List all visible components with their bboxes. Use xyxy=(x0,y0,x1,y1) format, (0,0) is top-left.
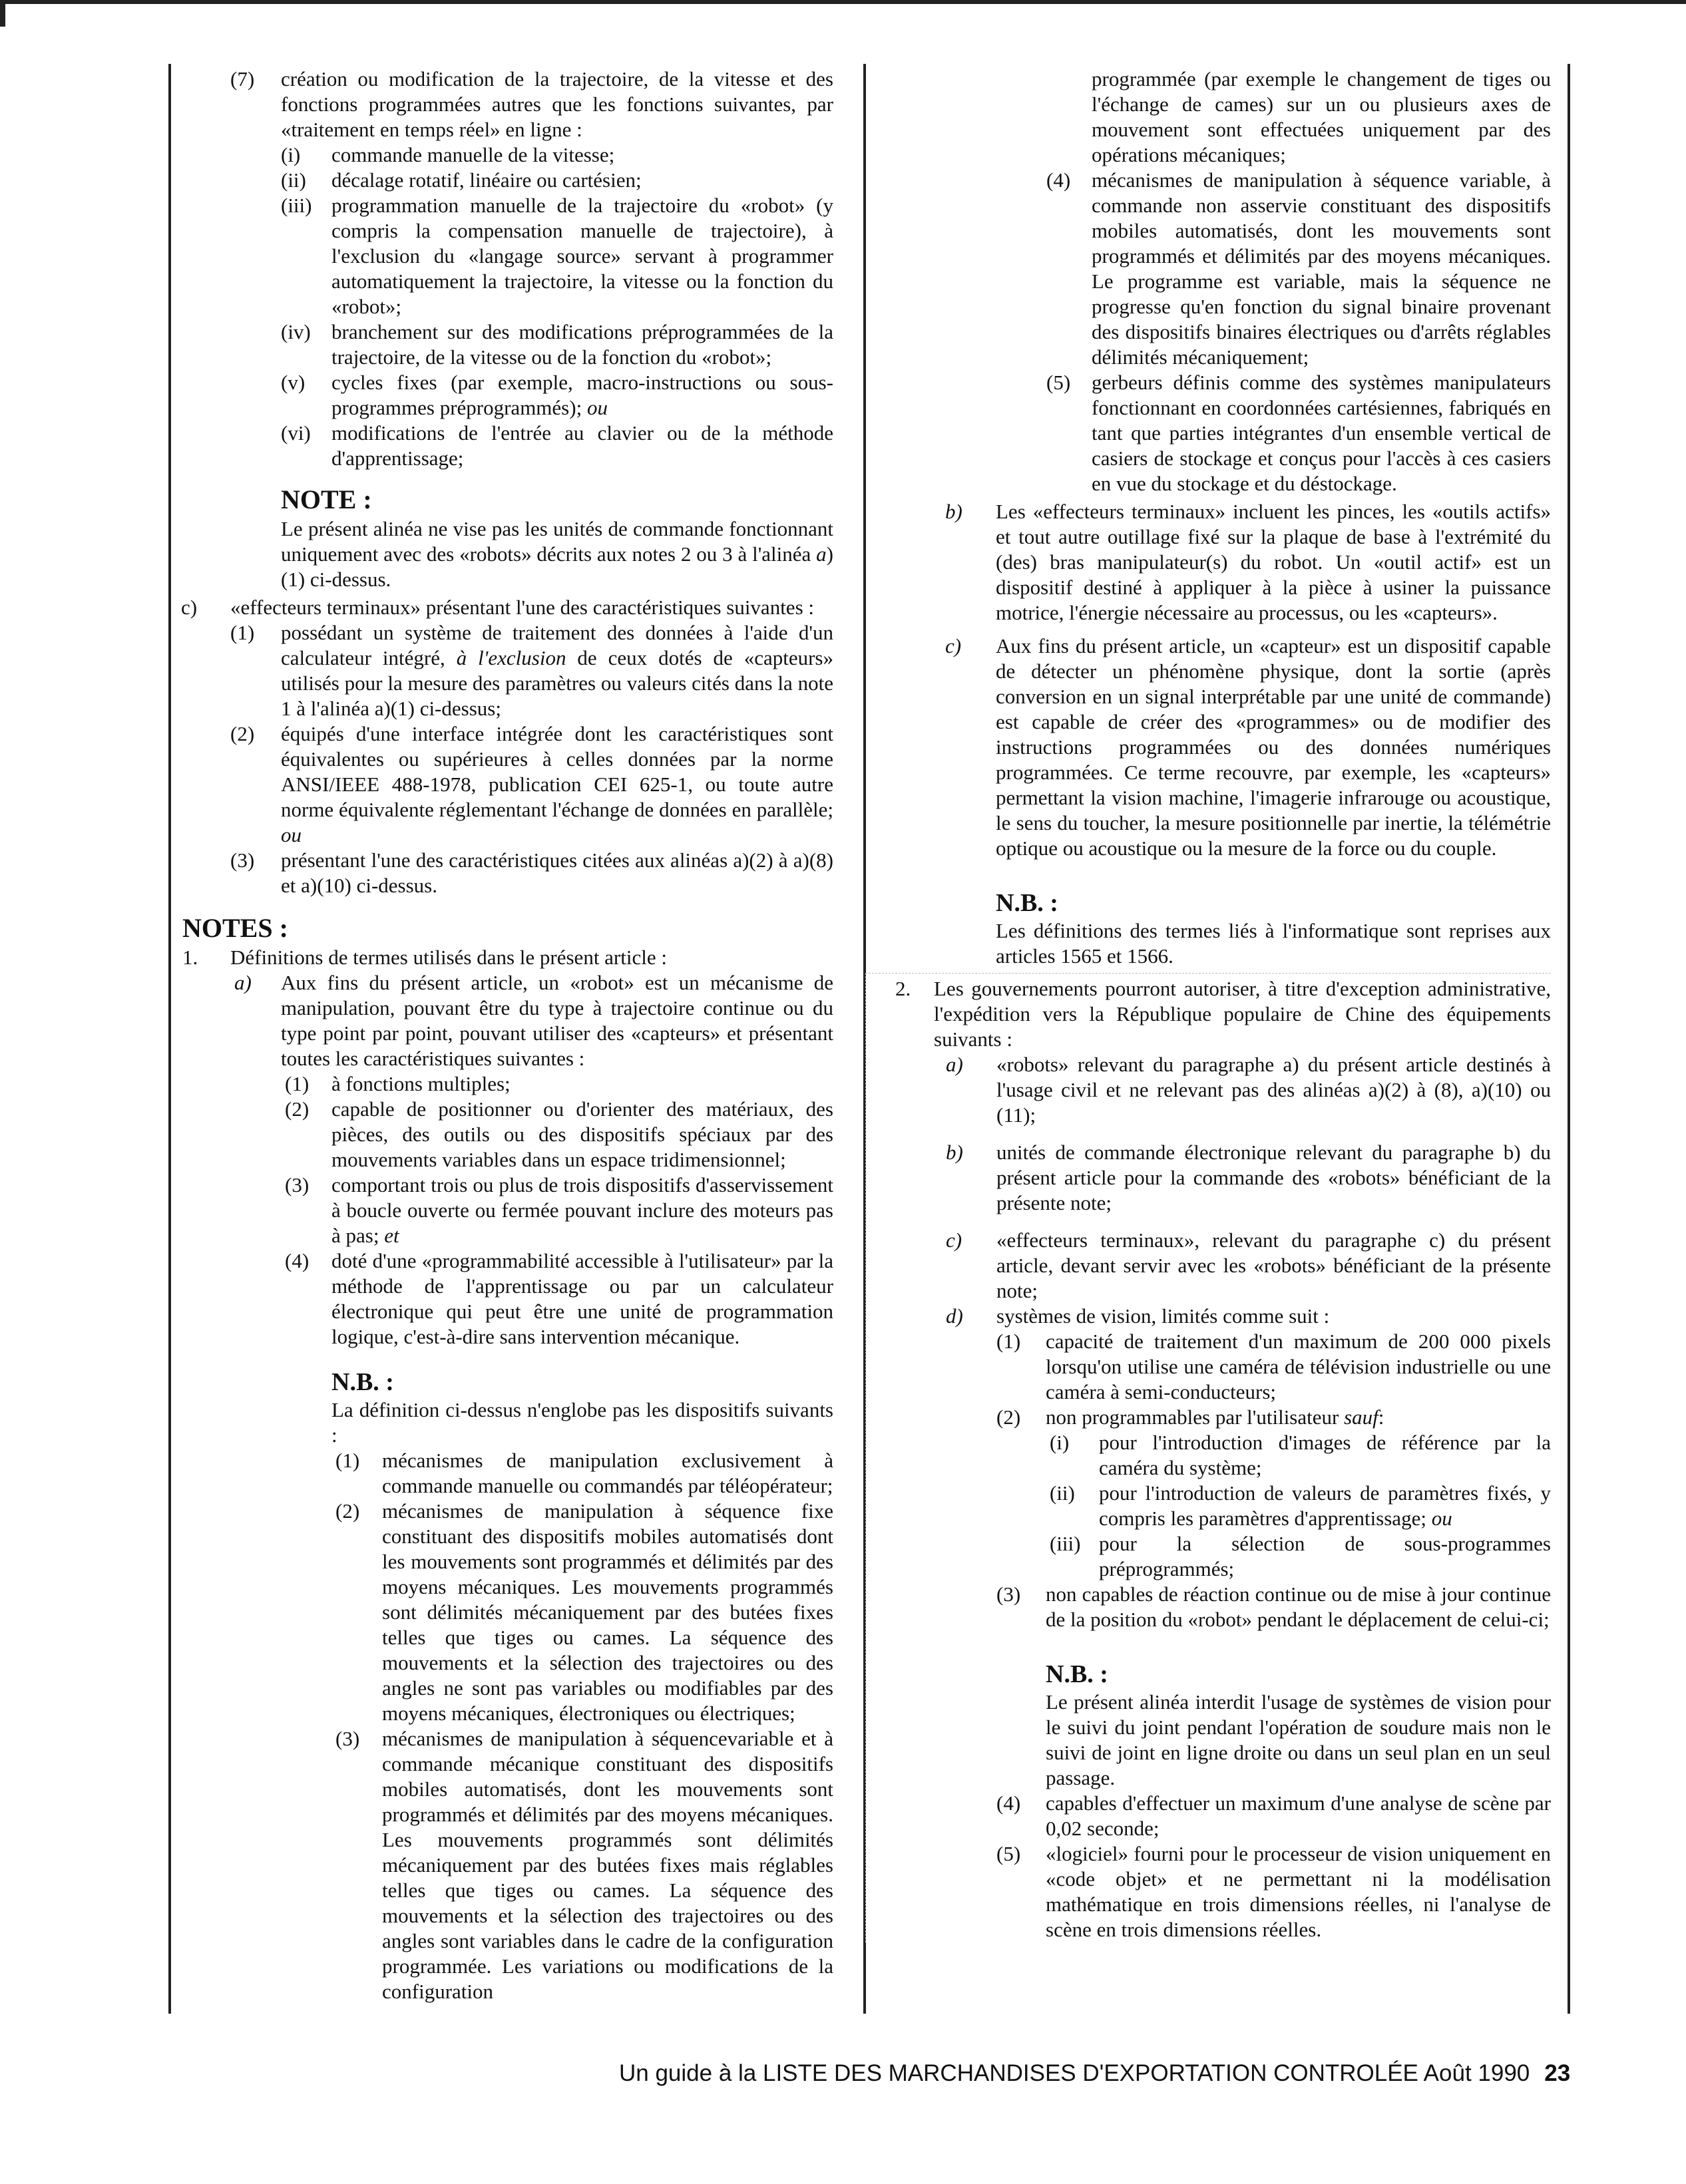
item-label: (v) xyxy=(281,371,306,394)
item-text-main: non programmables par l'utilisateur xyxy=(1046,1405,1345,1429)
item-text-em: et xyxy=(384,1224,399,1247)
continuation-text: programmée (par exemple le changement de tiges ou l'échange de cames) sur un ou plusieurs axes de mouvement sont effectuées uniquement par des opérations mécaniques; xyxy=(1092,67,1551,166)
subitem-list xyxy=(174,142,833,471)
item-text: mécanismes de manipulation à séquence variable, à commande non asservie constituant des dispositifs mobiles automatisés, dont les mouvements sont programmés et délimités par des moyens mécaniques. Le programme est variable, mais la séquence ne progresse qu'en fonction du signal binaire provenant des dispositifs binaires électriques ou d'arrêts réglables délimités mécaniquement; xyxy=(1092,168,1551,369)
note-2-b xyxy=(886,1140,1551,1216)
list-item xyxy=(174,1448,833,1499)
item-label: (ii) xyxy=(281,168,306,192)
item-text: Les gouvernements pourront autoriser, à titre d'exception administrative, l'expédition vers la République populaire de Chine des équipements suivants : xyxy=(934,977,1551,1051)
note-ref: a xyxy=(816,542,827,566)
item-text: Aux fins du présent article, un «capteur» est un dispositif capable de détecter un phénomène physique, dont la sortie (après conversion en un signal interprétable par une unité de commande) est capable de créer des «programmes» ou de modifier des instructions programmées ou des données numériques programmées. Ce terme recouvre, par exemple, les «capteurs» permettant la vision machine, l'imagerie infrarouge ou acoustique, le sens du toucher, la mesure positionnelle par inertie, la télémétrie optique ou acoustique ou la mesure de la force ou du couple. xyxy=(996,634,1551,860)
item-label: (2) xyxy=(285,1097,310,1121)
left-column-rule xyxy=(168,64,171,2014)
item-text: «robots» relevant du paragraphe a) du présent article destinés à l'usage civil et ne relevant pas des alinéas a)(2) à (8), a)(10) ou (11); xyxy=(996,1053,1551,1127)
list-item xyxy=(886,1405,1551,1430)
notes-heading: NOTES : xyxy=(182,913,288,943)
page-footer xyxy=(619,2060,1570,2088)
nb-block xyxy=(885,888,1551,969)
item-label: (iii) xyxy=(1050,1532,1081,1555)
corner-mark xyxy=(0,4,5,27)
note-text xyxy=(281,516,833,592)
item-text: décalage rotatif, linéaire ou cartésien; xyxy=(331,168,642,192)
list-item xyxy=(174,1499,833,1726)
item-label: (4) xyxy=(996,1791,1021,1815)
item-text-em: ou xyxy=(1431,1507,1452,1530)
item-conj: ou xyxy=(586,396,608,419)
item-text: commande manuelle de la vitesse; xyxy=(331,143,615,166)
list-item xyxy=(174,848,833,898)
nb-block xyxy=(174,1367,833,1448)
item-text-em: ou xyxy=(281,823,302,846)
left-column xyxy=(174,67,833,2004)
item-label: (1) xyxy=(230,621,255,644)
list-item xyxy=(174,1173,833,1248)
item-label: (2) xyxy=(996,1405,1021,1429)
item-label: 2. xyxy=(895,977,911,1000)
item-label: b) xyxy=(946,1141,963,1164)
item-text-pre: comportant trois ou plus de trois dispositifs d'asservissement à boucle ouverte ou fermée pouvant inclure des moteurs pas à pas; xyxy=(331,1173,833,1247)
note-text-a: Le présent alinéa ne vise pas les unités de commande fonctionnant uniquement avec des «robots» décrits aux notes 2 ou 3 à l'alinéa xyxy=(281,517,833,566)
nb-text: La définition ci-dessus n'englobe pas les dispositifs suivants : xyxy=(331,1398,833,1447)
item-label: (3) xyxy=(335,1727,360,1750)
item-text-em: sauf xyxy=(1344,1405,1378,1429)
note-2-box xyxy=(865,973,1551,1942)
nb-heading: N.B. : xyxy=(331,1368,394,1396)
item-label: (3) xyxy=(996,1582,1021,1606)
item-text: «logiciel» fourni pour le processeur de vision uniquement en «code objet» et ne permettant ni la modélisation mathématique en trois dimensions réelles, ni l'analyse de scène en trois dimensions réelles. xyxy=(1046,1842,1551,1941)
item-text: gerbeurs définis comme des systèmes manipulateurs fonctionnant en coordonnées cartésiennes, fabriqués en tant que parties intégrantes d'un ensemble vertical de casiers de stockage et conçus pour l'accès à ces casiers en vue du stockage et du déstockage. xyxy=(1092,371,1551,495)
note-text-b: )(1) ci-dessus. xyxy=(281,542,833,591)
item-text: Définitions de termes utilisés dans le présent article : xyxy=(230,946,667,969)
nb-block xyxy=(886,1659,1551,1791)
item-label: (5) xyxy=(996,1842,1021,1865)
list-item xyxy=(174,142,833,168)
note-block xyxy=(174,483,833,592)
item-label: (iii) xyxy=(281,194,312,217)
item-text: non capables de réaction continue ou de mise à jour continue de la position du «robot» pendant le déplacement de celui-ci; xyxy=(1046,1582,1551,1631)
list-item xyxy=(174,1071,833,1097)
item-text: à fonctions multiples; xyxy=(331,1072,511,1095)
item-text: «effecteurs terminaux» présentant l'une des caractéristiques suivantes : xyxy=(230,596,814,619)
item-7 xyxy=(174,67,833,142)
note-2-c xyxy=(886,1228,1551,1304)
item-label: (1) xyxy=(335,1449,360,1472)
item-label: (5) xyxy=(1046,371,1071,394)
item-text: Les «effecteurs terminaux» incluent les pinces, les «outils actifs» et tout autre outillage fixé sur la plaque de base à l'extrémité du (des) bras manipulateur(s) du robot. Un «outil actif» est un dispositif destiné à appliquer à la pièce à usiner la puissance motrice, l'énergie nécessaire au processus, ou les «capteurs». xyxy=(996,500,1551,624)
note-heading: NOTE : xyxy=(281,484,372,514)
item-text: capables d'effectuer un maximum d'une analyse de scène par 0,02 seconde; xyxy=(1046,1791,1551,1840)
item-text: mécanismes de manipulation à séquencevariable et à commande mécanique constituant des dispositifs mobiles automatisés, dont les mouvements sont programmés et délimités par des moyens mécaniques. Les mouvements programmés sont délimités mécaniquement par des butées fixes mais réglables telles que tiges ou cames. La séquence des mouvements et la sélection des trajectoires ou des angles sont variables dans le cadre de la configuration programmée. Les variations ou modifications de la configuration xyxy=(382,1727,833,2003)
item-label: (iv) xyxy=(281,320,311,343)
item-text xyxy=(1046,1405,1551,1430)
item-text xyxy=(281,721,833,848)
list-item xyxy=(886,1791,1551,1841)
paragraph-c xyxy=(174,595,833,620)
item-text: capable de positionner ou d'orienter des matériaux, des pièces, des outils ou des dispositifs spéciaux par des mouvements variables dans un espace tridimensionnel; xyxy=(331,1097,833,1171)
item-text: modifications de l'entrée au clavier ou de la méthode d'apprentissage; xyxy=(331,421,833,470)
item-text xyxy=(1099,1481,1551,1531)
list-item xyxy=(174,370,833,421)
item-label: (1) xyxy=(285,1072,310,1095)
item-text: mécanismes de manipulation exclusivement à commande manuelle ou commandés par téléopérateur; xyxy=(382,1449,833,1497)
notes-1-a xyxy=(174,970,833,1071)
list-item xyxy=(174,193,833,319)
list-item xyxy=(886,1841,1551,1942)
item-label: (4) xyxy=(285,1249,310,1272)
item-text: branchement sur des modifications préprogrammées de la trajectoire, de la vitesse ou de la fonction du «robot»; xyxy=(331,320,833,369)
item-label: (vi) xyxy=(281,421,311,445)
list-item xyxy=(174,168,833,193)
item-text: pour la sélection de sous-programmes préprogrammés; xyxy=(1099,1532,1551,1580)
list-item xyxy=(885,168,1551,370)
list-item xyxy=(886,1582,1551,1632)
note-2-a xyxy=(886,1052,1551,1128)
item-text: unités de commande électronique relevant du paragraphe b) du présent article pour la commande des «robots» bénéficiant de la présente note; xyxy=(996,1141,1551,1214)
item-label: a) xyxy=(946,1053,963,1076)
item-label: c) xyxy=(945,634,962,657)
item-label: (ii) xyxy=(1050,1481,1075,1505)
item-text xyxy=(281,620,833,721)
paragraph-c xyxy=(885,634,1551,861)
item-label: (2) xyxy=(335,1499,360,1523)
item-text-tail: : xyxy=(1378,1405,1384,1429)
item-text: présentant l'une des caractéristiques citées aux alinéas a)(2) à a)(8) et a)(10) ci-dessus. xyxy=(281,848,833,897)
item-text-pre: équipés d'une interface intégrée dont les caractéristiques sont équivalentes ou supérieures à celles données par la norme ANSI/IEEE 488-1978, publication CEI 625-1, ou toute autre norme équivalente réglementant l'échange de données en parallèle; xyxy=(281,722,833,821)
item-text-pre: possédant un système de traitement des données à l'aide d'un calculateur intégré, xyxy=(281,621,833,669)
paragraph-b xyxy=(885,499,1551,626)
item-text-main: cycles fixes (par exemple, macro-instructions ou sous-programmes préprogrammés); xyxy=(331,371,833,419)
list-item xyxy=(174,721,833,848)
item-label: b) xyxy=(945,500,962,523)
item-text: programmation manuelle de la trajectoire du «robot» (y compris la compensation manuelle de trajectoire), à l'exclusion du «langage source» servant à programmer automatiquement la trajectoire, la vitesse ou la fonction du «robot»; xyxy=(331,194,833,318)
item-label: c) xyxy=(181,596,198,619)
item-label: (i) xyxy=(1050,1431,1070,1454)
list-item xyxy=(886,1430,1551,1481)
item-label: (4) xyxy=(1046,168,1071,192)
nb-text: Le présent alinéa interdit l'usage de systèmes de vision pour le suivi du joint pendant l'opération de soudure mais non le suivi de joint en ligne droite ou dans un seul plan en un seul passage. xyxy=(1046,1690,1551,1789)
list-item xyxy=(174,1097,833,1173)
list-item xyxy=(886,1531,1551,1582)
list-item xyxy=(174,620,833,721)
item-text xyxy=(331,1173,833,1248)
item-text-main: pour l'introduction de valeurs de paramètres fixés, y compris les paramètres d'apprentissage; xyxy=(1099,1481,1551,1530)
nb-heading: N.B. : xyxy=(1046,1660,1108,1688)
footer-title: Un guide à la LISTE DES MARCHANDISES D'EXPORTATION CONTROLÉE Août 1990 xyxy=(619,2060,1530,2086)
notes-1 xyxy=(174,945,833,970)
item-text: mécanismes de manipulation à séquence fixe constituant des dispositifs mobiles automatisés dont les mouvements sont programmés et délimités par des moyens mécaniques. Les mouvements programmés sont délimités mécaniquement par des butées fixes telles que tiges ou cames. La séquence des mouvements et la sélection des trajectoires ou des angles ne sont pas variables ou modifiables par des moyens mécaniques, électroniques ou électriques; xyxy=(382,1499,833,1725)
item-text: systèmes de vision, limités comme suit : xyxy=(996,1304,1330,1328)
item-text: doté d'une «programmabilité accessible à l'utilisateur» par la méthode de l'apprentissage ou par un calculateur électronique qui peut être une unité de programmation logique, c'est-à-dire sans intervention mécanique. xyxy=(331,1249,833,1348)
item-label: 1. xyxy=(182,946,198,969)
item-text: création ou modification de la trajectoire, de la vitesse et des fonctions programmées autres que les fonctions suivantes, par «traitement en temps réel» en ligne : xyxy=(281,67,833,141)
item-label: (i) xyxy=(281,143,301,166)
note-2 xyxy=(886,976,1551,1052)
item-text-post: de ceux dotés de «capteurs» utilisés pour la mesure des paramètres ou valeurs cités dans la note 1 à l'alinéa a)(1) ci-dessus; xyxy=(281,646,833,720)
item-label: (3) xyxy=(230,848,255,872)
list-item xyxy=(886,1329,1551,1405)
item-text-em: à l'exclusion xyxy=(456,646,566,669)
item-text: «effecteurs terminaux», relevant du paragraphe c) du présent article, devant servir avec les «robots» bénéficiant de la présente note; xyxy=(996,1228,1551,1302)
top-border xyxy=(0,0,1686,4)
list-item xyxy=(174,421,833,471)
nb-text: Les définitions des termes liés à l'informatique sont reprises aux articles 1565 et 1566. xyxy=(996,919,1551,968)
item-text: capacité de traitement d'un maximum de 200 000 pixels lorsqu'on utilise une caméra de télévision industrielle ou une caméra à semi-conducteurs; xyxy=(1046,1330,1551,1403)
item-label: (2) xyxy=(230,722,255,745)
item-label: a) xyxy=(234,971,252,994)
right-column xyxy=(885,67,1551,1942)
item-label: (3) xyxy=(285,1173,310,1196)
note-2-d xyxy=(886,1304,1551,1329)
item-label: d) xyxy=(946,1304,963,1328)
list-item xyxy=(174,1726,833,2004)
item-label: (1) xyxy=(996,1330,1021,1353)
item-label: (7) xyxy=(230,67,255,91)
item-label: c) xyxy=(946,1228,962,1252)
list-item xyxy=(886,1481,1551,1531)
right-column-rule xyxy=(1568,64,1570,2014)
list-item xyxy=(174,1248,833,1350)
list-item xyxy=(174,319,833,370)
item-text xyxy=(331,370,833,421)
list-item xyxy=(885,370,1551,496)
item-text: Aux fins du présent article, un «robot» est un mécanisme de manipulation, pouvant être du type à trajectoire continue ou du type point par point, pouvant utiliser des «capteurs» et présentant toutes les caractéristiques suivantes : xyxy=(281,971,833,1070)
nb-heading: N.B. : xyxy=(996,889,1058,917)
item-text: pour l'introduction d'images de référence par la caméra du système; xyxy=(1099,1431,1551,1479)
page-number: 23 xyxy=(1544,2060,1571,2086)
